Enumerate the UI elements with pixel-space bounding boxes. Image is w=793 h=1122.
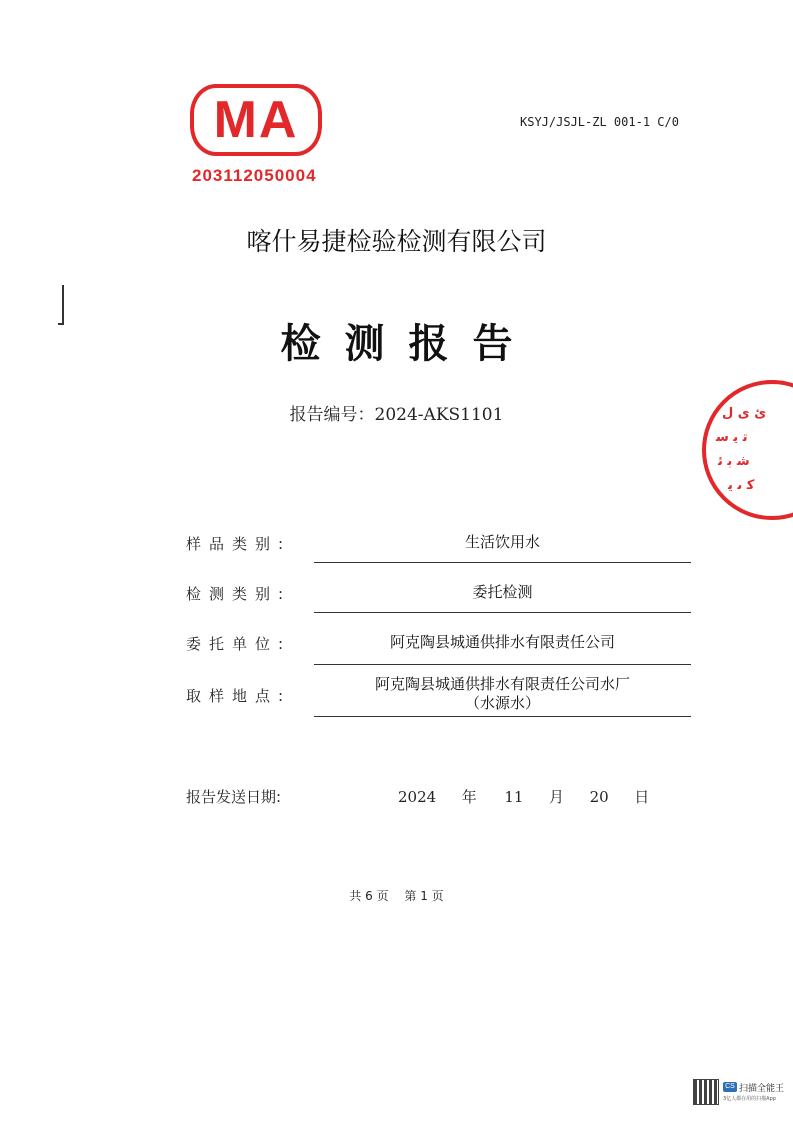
underline xyxy=(314,664,691,665)
info-row-sample-type xyxy=(186,533,691,565)
report-number-value: 2024-AKS1101 xyxy=(374,405,504,425)
info-value: 阿克陶县城通供排水有限责任公司 xyxy=(389,633,615,651)
ma-seal-text: MA xyxy=(213,91,299,149)
qr-code-icon xyxy=(693,1079,719,1105)
underline xyxy=(314,562,691,563)
scanner-watermark xyxy=(693,1079,789,1111)
scanner-name: 扫描全能王 xyxy=(739,1084,785,1094)
info-label: 取样地点: xyxy=(186,687,292,705)
official-seal-edge: ئ ى ل ﺗ ﯾ ﺳ ﺷ ﺑ ﺋ ﻛ ﯨ ﯾ xyxy=(702,380,793,520)
info-value xyxy=(314,675,691,713)
info-label: 检测类别: xyxy=(186,585,292,603)
info-label: 样品类别: xyxy=(186,535,292,553)
send-date-day-unit: 日 xyxy=(634,788,650,806)
report-title: 检测报告 xyxy=(280,320,537,367)
send-date-month-unit: 月 xyxy=(548,788,564,806)
page-count: 共 6 页 第 1 页 xyxy=(349,889,444,903)
send-date-label: 报告发送日期: xyxy=(186,788,282,806)
info-value-line2: （水源水） xyxy=(464,694,540,712)
ma-seal xyxy=(186,80,334,192)
info-row-test-type xyxy=(186,583,691,615)
scanner-logo-icon: CS xyxy=(723,1082,737,1092)
ma-cert-number: 203112050004 xyxy=(192,166,317,185)
send-date-month: 11 xyxy=(504,788,524,806)
info-value: 生活饮用水 xyxy=(464,533,540,551)
send-date-day: 20 xyxy=(589,788,609,806)
send-date-year-unit: 年 xyxy=(461,788,477,806)
underline xyxy=(314,612,691,613)
send-date xyxy=(398,786,649,807)
report-number-label: 报告编号： xyxy=(289,405,375,425)
company-name: 喀什易捷检验检测有限公司 xyxy=(246,227,547,256)
report-number xyxy=(0,400,793,425)
info-label: 委托单位: xyxy=(186,635,292,653)
underline xyxy=(314,716,691,717)
info-value: 委托检测 xyxy=(472,583,533,601)
send-date-year: 2024 xyxy=(398,788,437,806)
document-code: KSYJ/JSJL-ZL 001-1 C/0 xyxy=(520,115,679,129)
info-value-line1: 阿克陶县城通供排水有限责任公司水厂 xyxy=(374,675,630,693)
info-row-client xyxy=(186,633,691,667)
scanner-tagline: 3亿人都在用的扫描App xyxy=(723,1096,776,1102)
info-row-sampling-site xyxy=(186,675,691,721)
